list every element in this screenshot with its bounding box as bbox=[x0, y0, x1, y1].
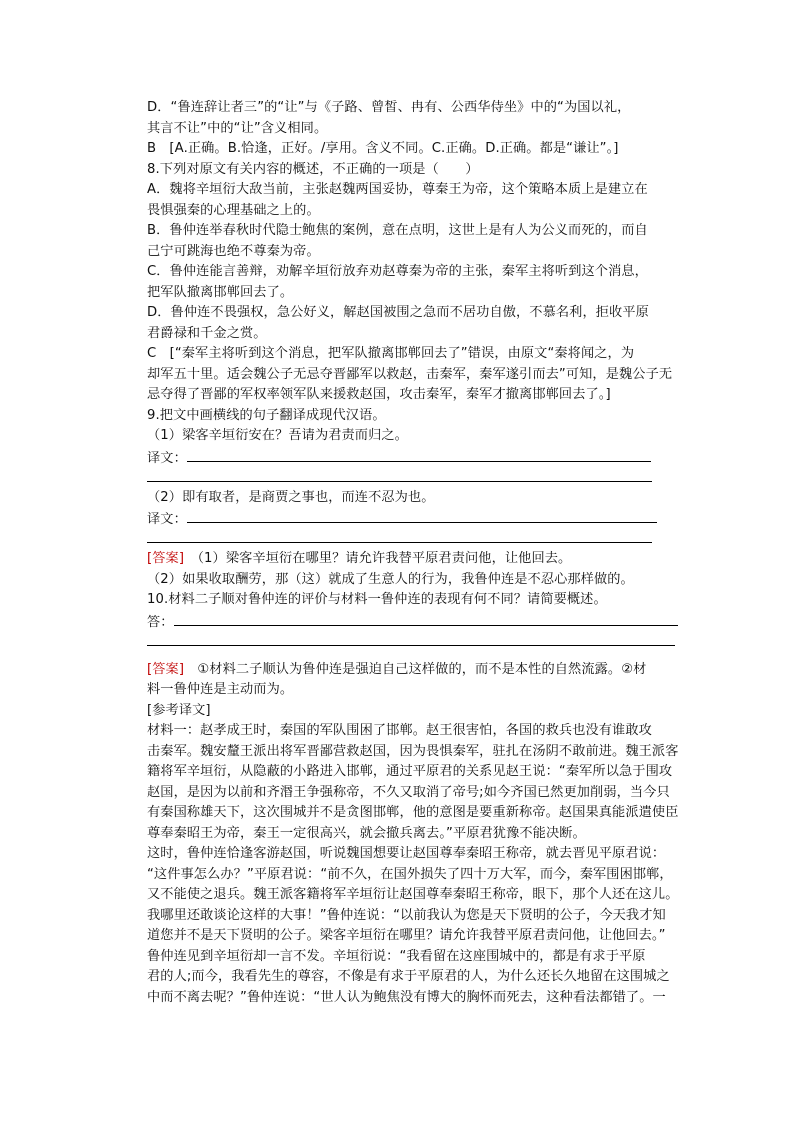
answer-blank[interactable] bbox=[187, 508, 657, 523]
answer-blank[interactable] bbox=[187, 447, 651, 462]
translation-text: 又不能使之退兵。魏王派客籍将军辛垣衍让赵国尊奉秦昭王称帝，眼下，那个人还在这儿。 bbox=[147, 887, 679, 902]
translation-text: 道您并不是天下贤明的公子。梁客辛垣衍在哪里？请允许我替平原君责问他，让他回去。” bbox=[147, 928, 666, 943]
answer-9-line2: （2）如果收取酬劳，那（这）就成了生意人的行为，我鲁仲连是不忍心那样做的。 bbox=[147, 571, 634, 587]
question-9-part2: （2）即有取者，是商贾之事也，而连不忍为也。 bbox=[147, 489, 435, 505]
reference-translation-heading: [参考译文] bbox=[147, 702, 211, 718]
translation-label: 译文： bbox=[147, 450, 187, 466]
translation-text: 籍将军辛垣衍，从隐蔽的小路进入邯郸，通过平原君的关系见赵王说：“秦军所以急于围攻 bbox=[147, 764, 673, 779]
answer-c-explanation-line3: 忌夺得了晋鄙的军权率领军队来援救赵国，攻击秦军，秦军才撤离邯郸回去了。] bbox=[147, 387, 611, 402]
translation-text: 君的人;而今，我看先生的尊容，不像是有求于平原君的人，为什么还长久地留在这围城之 bbox=[147, 969, 670, 984]
question-10: 10.材料二子顺对鲁仲连的评价与材料一鲁仲连的表现有何不同？请简要概述。 bbox=[147, 592, 607, 607]
q8-option-a-line1: A．魏将辛垣衍大敌当前，主张赵魏两国妥协，尊秦王为帝，这个策略本质上是建立在 bbox=[147, 182, 648, 197]
translation-text: 击秦军。魏安釐王派出将军晋鄙营救赵国，因为畏惧秦军，驻扎在汤阴不敢前进。魏王派客 bbox=[147, 743, 679, 759]
answer-label: 答： bbox=[147, 614, 174, 630]
q8-option-c-line1: C．鲁仲连能言善辩，劝解辛垣衍放弃劝赵尊秦为帝的主张，秦军主将听到这个消息， bbox=[147, 264, 648, 279]
answer-blank-line[interactable] bbox=[147, 529, 652, 550]
translation-label: 译文： bbox=[147, 512, 187, 527]
answer-c-explanation-line2: 却军五十里。适会魏公子无忌夺晋鄙军以救赵，击秦军，秦军遂引而去”可知，是魏公子无 bbox=[147, 366, 673, 382]
answer-b-explanation: B [A.正确。B.恰逢，正好。/享用。含义不同。C.正确。D.正确。都是“谦让”。] bbox=[147, 141, 619, 156]
translation-line-2 bbox=[147, 508, 679, 529]
translation-text: 中而不离去呢？”鲁仲连说：“世人认为鲍焦没有博大的胸怀而死去，这种看法都错了。一 bbox=[147, 989, 666, 1005]
answer-blank-line[interactable] bbox=[147, 467, 652, 488]
answer-c-explanation-line1: C [“秦军主将听到这个消息，把军队撤离邯郸回去了”错误，由原文“秦将闻之，为 bbox=[147, 346, 635, 361]
question-9: 9.把文中画横线的句子翻译成现代汉语。 bbox=[147, 407, 386, 423]
q8-option-b-line1: B．鲁仲连举春秋时代隐士鲍焦的案例，意在点明，这世上是有人为公义而死的，而自 bbox=[147, 223, 648, 238]
translation-text: 鲁仲连见到辛垣衍却一言不发。辛垣衍说：“我看留在这座围城中的，都是有求于平原 bbox=[147, 948, 646, 964]
translation-text: 有秦国称雄天下，这次围城并不是贪图邯郸，他的意图是要重新称帝。赵国果真能派遣使臣 bbox=[147, 805, 679, 820]
question-9-part1: （1）梁客辛垣衍安在？吾请为君责而归之。 bbox=[147, 428, 408, 443]
q8-option-c-line2: 把军队撤离邯郸回去了。 bbox=[147, 284, 294, 300]
q8-option-b-line2: 己宁可跳海也绝不尊秦为帝。 bbox=[147, 243, 320, 259]
translation-text: 材料一：赵孝成王时，秦国的军队围困了邯郸。赵王很害怕，各国的救兵也没有谁敢攻 bbox=[147, 723, 652, 738]
answer-9-line1: [答案] （1）梁客辛垣衍在哪里？请允许我替平原君责问他，让他回去。 bbox=[147, 551, 572, 566]
translation-text: “这件事怎么办？”平原君说：“前不久，在国外损失了四十万大军，而今，秦军围困邯郸， bbox=[147, 866, 673, 882]
translation-line-1 bbox=[147, 447, 679, 468]
translation-text: 尊奉秦昭王为帝，秦王一定很高兴，就会撤兵离去。”平原君犹豫不能决断。 bbox=[147, 825, 586, 841]
document-page bbox=[147, 98, 679, 1008]
answer-10-line2: 料一鲁仲连是主动而为。 bbox=[147, 682, 294, 697]
q8-option-a-line2: 畏惧强秦的心理基础之上的。 bbox=[147, 202, 320, 218]
translation-text: 赵国，是因为以前和齐湣王争强称帝，不久又取消了帝号;如今齐国已然更加削弱，当今只 bbox=[147, 784, 670, 800]
option-d-line2: 其言不让”中的“让”含义相同。 bbox=[147, 120, 328, 136]
translation-text: 我哪里还敢谈论这样的大事！”鲁仲连说：“以前我认为您是天下贤明的公子，今天我才知 bbox=[147, 907, 666, 923]
answer-blank-line[interactable] bbox=[147, 631, 675, 652]
q8-option-d-line1: D．鲁仲连不畏强权，急公好义，解赵国被围之急而不居功自傲，不慕名利，拒收平原 bbox=[147, 305, 649, 320]
answer-tag: [答案] bbox=[147, 551, 185, 566]
answer-10-line1: [答案] ①材料二子顺认为鲁仲连是强迫自己这样做的，而不是本性的自然流露。②材 bbox=[147, 661, 647, 677]
q8-option-d-line2: 君爵禄和千金之赏。 bbox=[147, 325, 267, 341]
option-d-line1: D．“鲁连辞让者三”的“让”与《子路、曾皙、冉有、公西华侍坐》中的“为国以礼， bbox=[147, 100, 631, 115]
answer-blank[interactable] bbox=[174, 611, 678, 626]
translation-text: 这时，鲁仲连恰逢客游赵国，听说魏国想要让赵国尊奉秦昭王称帝，就去晋见平原君说： bbox=[147, 846, 666, 861]
question-8: 8.下列对原文有关内容的概述，不正确的一项是（ ） bbox=[147, 161, 479, 177]
answer-line-q10 bbox=[147, 611, 679, 632]
answer-tag: [答案] bbox=[147, 661, 185, 677]
